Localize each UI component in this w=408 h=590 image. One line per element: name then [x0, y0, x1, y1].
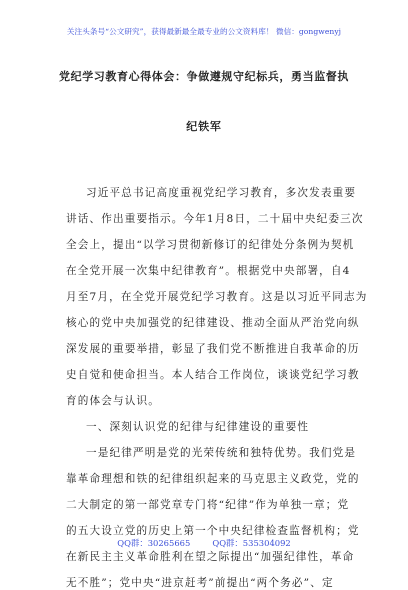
footer-qq-groups — [0, 537, 408, 549]
document-title-line-2: 纪铁军 — [186, 120, 222, 133]
body-line-16: 无不胜”；党中央“进京赶考”前提出“两个务必”、定 — [66, 577, 334, 589]
body-line-8: 史自觉和使命担当。本人结合工作岗位，谈谈党纪学习教 — [66, 369, 360, 381]
header-promo-note: 关注头条号“公文研究”，获得最新最全最专业的公文资料库！ 微信：gongwenyj — [66, 27, 342, 36]
body-line-9: 育的体会与认识。 — [66, 395, 160, 407]
body-line-3: 全会上，提出“以学习贯彻新修订的纪律处分条例为契机 — [66, 239, 355, 251]
section-heading-1: 一、深刻认识党的纪律与纪律建设的重要性 — [86, 421, 310, 433]
body-line-13: 二大制定的第一部党章专门将“纪律”作为单独一章；党 — [66, 499, 350, 511]
body-line-1: 习近平总书记高度重视党纪学习教育，多次发表重要 — [86, 187, 357, 199]
body-line-15: 在新民主主义革命胜利在望之际提出“加强纪律性，革命 — [66, 551, 355, 563]
body-line-14: 的五大设立党的历史上第一个中央纪律检查监督机构；党 — [66, 525, 360, 537]
document-title-line-1: 党纪学习教育心得体会：争做遵规守纪标兵，勇当监督执 — [59, 70, 349, 83]
body-line-11: 一是纪律严明是党的光荣传统和独特优势。我们党是 — [86, 447, 357, 459]
body-line-12: 靠革命理想和铁的纪律组织起来的马克思主义政党，党的 — [66, 473, 360, 485]
body-line-6: 核心的党中央加强党的纪律建设、推动全面从严治党向纵 — [66, 317, 360, 329]
body-line-2: 讲话、作出重要指示。今年1月8日，二十届中央纪委三次 — [66, 213, 364, 225]
body-line-7: 深发展的重要举措，彰显了我们党不断推进自我革命的历 — [66, 343, 360, 355]
body-line-4: 在全党开展一次集中纪律教育”。根据党中央部署，自4 — [66, 265, 351, 277]
body-line-5: 月至7月，在全党开展党纪学习教育。这是以习近平同志为 — [66, 291, 368, 303]
footer-qq-group-1: QQ群：30265665 — [117, 538, 191, 548]
footer-qq-group-2: QQ群：535304092 — [212, 538, 291, 548]
